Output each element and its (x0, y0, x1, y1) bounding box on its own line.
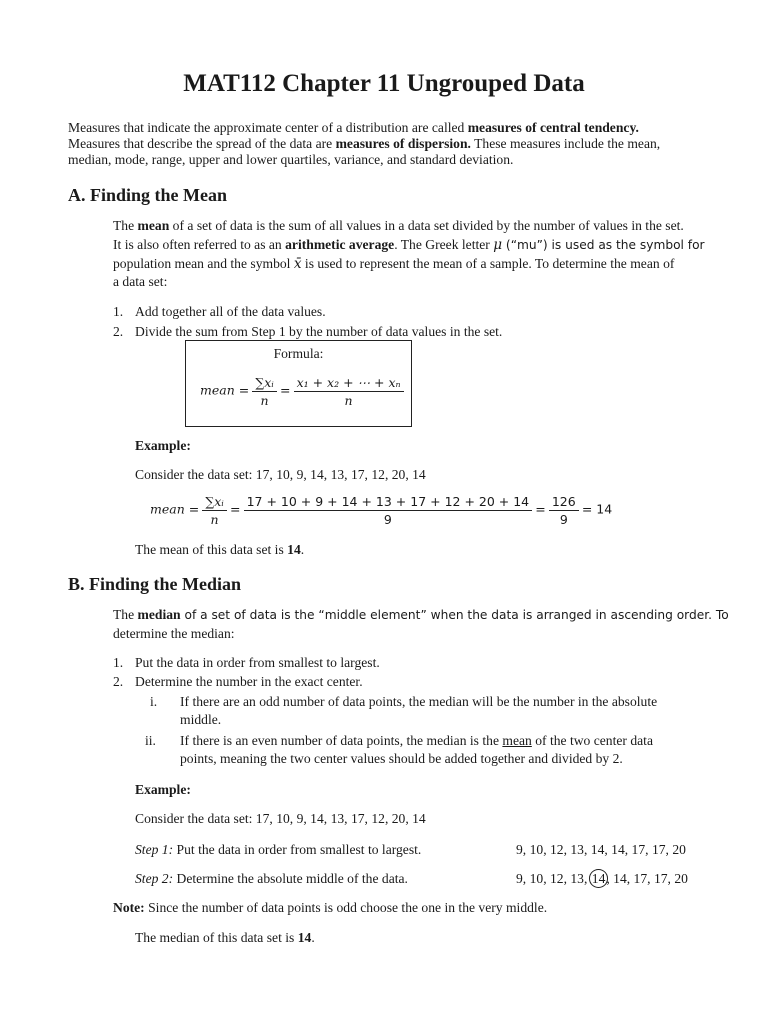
text: The median of this data set is (135, 930, 298, 945)
underlined-mean: mean (502, 733, 532, 748)
intro-term-dispersion: measures of dispersion. (335, 136, 471, 151)
text: , 14, 17, 17, 20 (606, 871, 688, 886)
example-b-dataset: Consider the data set: 17, 10, 9, 14, 13, 17, 12, 20, 14 (135, 811, 426, 826)
mean-conclusion (135, 541, 304, 560)
ex-count: 9 (383, 512, 392, 527)
ex-equals: = (229, 501, 241, 517)
sub-ii-num: ii. (145, 733, 156, 748)
text: of a set of data is the “middle element” when the data is arranged in ascending order. To (180, 608, 729, 622)
formula-mean-lhs: mean = (200, 382, 250, 398)
text: of a set of data is the sum of all values in a data set divided by the number of values in the set. (169, 218, 684, 233)
ex-sum: ∑xᵢ (202, 494, 227, 511)
note-label: Note: (113, 900, 145, 915)
text: Since the number of data points is odd choose the one in the very middle. (144, 900, 548, 915)
step-number: 2. (113, 324, 124, 339)
formula-expanded-fraction (294, 375, 404, 408)
mean-value: 14 (287, 542, 301, 557)
sub-i-line-1: If there are an odd number of data points, the median will be the number in the absolute (180, 694, 658, 709)
section-a-heading: A. Finding the Mean (68, 185, 228, 205)
sorted-values: 9, 10, 12, 13, 14, 14, 17, 17, 20 (516, 842, 686, 857)
text: of the two center data (531, 733, 653, 748)
ex-count: 9 (559, 512, 568, 527)
median-example-step-2 (135, 870, 408, 889)
ex-values-sum: 17 + 10 + 9 + 14 + 13 + 17 + 12 + 20 + 14 (244, 494, 533, 511)
median-conclusion (135, 929, 315, 948)
example-b-label (135, 781, 191, 800)
intro-term-central-tendency: measures of central tendency. (467, 120, 639, 135)
median-step-2-text: Determine the number in the exact center. (135, 674, 363, 689)
example-a-dataset: Consider the data set: 17, 10, 9, 14, 13, 17, 12, 20, 14 (135, 467, 426, 482)
text: The (113, 218, 138, 233)
term-median: median (137, 607, 181, 622)
formula-expanded-sum: x₁ + x₂ + ⋯ + xₙ (294, 375, 404, 392)
text: It is also often referred to as an (113, 237, 286, 252)
mu-symbol: μ (493, 237, 503, 253)
mean-step-2-text: Divide the sum from Step 1 by the number of data values in the set. (135, 324, 503, 339)
median-value: 14 (297, 930, 312, 945)
middle-values (516, 870, 688, 889)
ex-n: n (210, 512, 219, 527)
ex-mean-lhs: mean = (150, 501, 200, 517)
term-mean: mean (137, 218, 170, 233)
page-title: MAT112 Chapter 11 Ungrouped Data (183, 70, 585, 97)
text: . (311, 930, 315, 945)
example-label: Example: (135, 782, 191, 797)
text: Determine the absolute middle of the data. (173, 871, 408, 886)
ex-result: = 14 (581, 501, 613, 517)
ex-sum-fraction (202, 494, 227, 527)
text: The (113, 607, 138, 622)
section-b-heading: B. Finding the Median (68, 574, 242, 594)
text: population mean and the symbol (113, 256, 294, 271)
sub-i-line-2: middle. (180, 712, 222, 727)
formula-label: Formula: (273, 346, 324, 361)
mean-def-line-4: a data set: (113, 274, 168, 289)
intro-text: Measures that describe the spread of the data are (68, 136, 336, 151)
text: . (300, 542, 305, 557)
ex-total: 126 (549, 494, 579, 511)
sub-i-num: i. (150, 694, 158, 709)
intro-text: These measures include the mean, (470, 136, 661, 151)
ex-equals: = (535, 501, 546, 517)
text: (“mu”) is used as the symbol for (502, 238, 705, 252)
sub-ii-line-1 (180, 732, 653, 751)
formula-sum-fraction (252, 375, 277, 408)
ex-values-fraction (244, 494, 533, 527)
formula-n: n (344, 393, 353, 408)
median-def-line-1 (113, 606, 729, 625)
formula-box (185, 340, 412, 427)
step-label: Step 1: (135, 842, 174, 857)
text: Put the data in order from smallest to largest. (173, 842, 422, 857)
sub-ii-line-2: points, meaning the two center values should be added together and divided by 2. (180, 751, 623, 766)
mean-step-1-text: Add together all of the data values. (135, 304, 326, 319)
example-a-label (135, 437, 191, 456)
text: The mean of this data set is (135, 542, 288, 557)
term-arithmetic-average: arithmetic average (285, 237, 395, 252)
mean-formula (200, 375, 404, 408)
intro-line-3: median, mode, range, upper and lower quartiles, variance, and standard deviation. (68, 152, 514, 167)
intro-text: Measures that indicate the approximate center of a distribution are called (68, 120, 468, 135)
formula-n: n (260, 393, 269, 408)
median-step-2-num: 2. (113, 674, 124, 689)
formula-equals: = (279, 382, 291, 398)
formula-sum: ∑xᵢ (252, 375, 277, 392)
text: 9, 10, 12, 13, (516, 871, 591, 886)
mean-def-line-2 (113, 236, 705, 255)
mean-def-line-3 (113, 255, 674, 274)
median-step-1-text: Put the data in order from smallest to largest. (135, 655, 380, 670)
xbar-symbol: x̄ (293, 256, 302, 272)
median-step-1-num: 1. (113, 655, 124, 670)
mean-step-2 (113, 323, 123, 342)
ex-total-fraction (549, 494, 579, 527)
mean-def-line-1 (113, 217, 684, 236)
mean-step-1 (113, 303, 123, 322)
text: . The Greek letter (394, 237, 494, 252)
circled-median-value: 14 (589, 869, 609, 888)
example-label: Example: (135, 438, 191, 453)
text: is used to represent the mean of a sample. To determine the mean of (301, 256, 675, 271)
step-label: Step 2: (135, 871, 174, 886)
text: If there is an even number of data points, the median is the (180, 733, 503, 748)
note (113, 899, 547, 918)
median-example-step-1 (135, 841, 421, 860)
median-def-line-2: determine the median: (113, 626, 235, 641)
step-number: 1. (113, 304, 124, 319)
mean-example-calculation (150, 494, 612, 527)
